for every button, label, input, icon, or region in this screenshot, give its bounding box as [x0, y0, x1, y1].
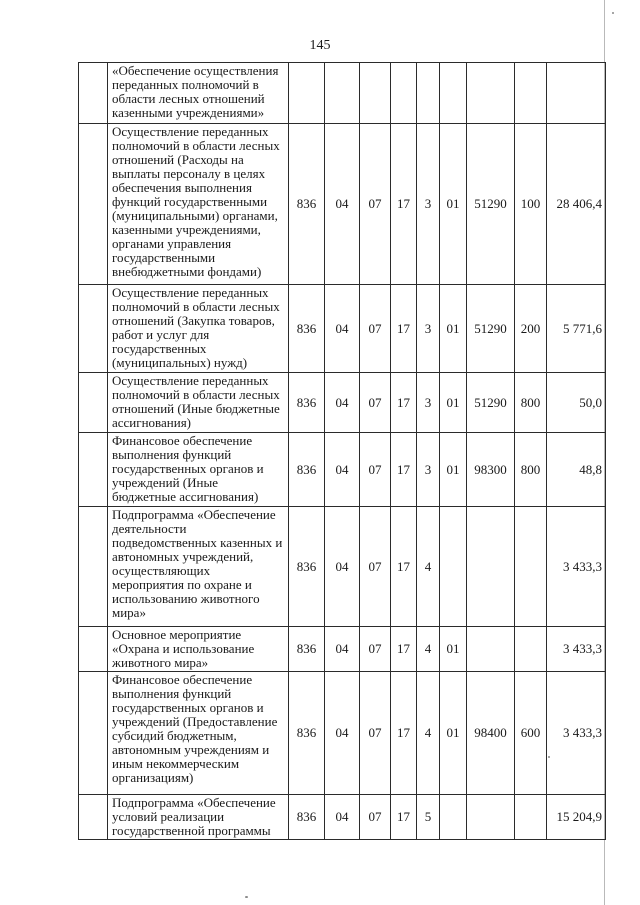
subprogram-cell: 3 — [417, 433, 440, 507]
program-cell — [391, 63, 417, 124]
event-cell — [440, 63, 467, 124]
event-cell: 01 — [440, 124, 467, 285]
amount-cell: 3 433,3 — [547, 627, 606, 672]
direction-cell — [467, 63, 515, 124]
name-cell: Подпрограмма «Обеспечение условий реализации государственной программы — [108, 795, 289, 840]
direction-cell: 51290 — [467, 285, 515, 373]
event-cell — [440, 507, 467, 627]
table-row — [79, 124, 606, 285]
expense-type-cell: 800 — [515, 433, 547, 507]
expense-type-cell: 600 — [515, 672, 547, 795]
program-cell: 17 — [391, 627, 417, 672]
grbs-cell: 836 — [289, 795, 325, 840]
name-cell: Осуществление переданных полномочий в области лесных отношений (Расходы на выплаты персоналу в целях обеспечения выполнения функций государственными (муниципальными) органами, казенными учреждениями, органами управления государственными внебюджетными фондами) — [108, 124, 289, 285]
amount-cell: 28 406,4 — [547, 124, 606, 285]
razdel-cell: 04 — [325, 795, 360, 840]
podrazdel-cell: 07 — [360, 285, 391, 373]
table-row — [79, 433, 606, 507]
razdel-cell: 04 — [325, 507, 360, 627]
razdel-cell: 04 — [325, 627, 360, 672]
table-row — [79, 672, 606, 795]
podrazdel-cell: 07 — [360, 124, 391, 285]
page-number: 145 — [309, 38, 331, 53]
subprogram-cell: 4 — [417, 507, 440, 627]
event-cell: 01 — [440, 373, 467, 433]
name-cell: Подпрограмма «Обеспечение деятельности подведомственных казенных и автономных учреждений, осуществляющих мероприятия по охране и использованию животного мира» — [108, 507, 289, 627]
row-number-cell — [79, 507, 108, 627]
amount-cell — [547, 63, 606, 124]
razdel-cell: 04 — [325, 373, 360, 433]
row-number-cell — [79, 795, 108, 840]
grbs-cell — [289, 63, 325, 124]
grbs-cell: 836 — [289, 373, 325, 433]
row-number-cell — [79, 433, 108, 507]
direction-cell: 51290 — [467, 124, 515, 285]
row-number-cell — [79, 627, 108, 672]
grbs-cell: 836 — [289, 627, 325, 672]
direction-cell: 98400 — [467, 672, 515, 795]
scan-dot — [245, 896, 248, 898]
subprogram-cell: 3 — [417, 285, 440, 373]
event-cell: 01 — [440, 433, 467, 507]
program-cell: 17 — [391, 433, 417, 507]
subprogram-cell: 3 — [417, 373, 440, 433]
podrazdel-cell: 07 — [360, 627, 391, 672]
event-cell: 01 — [440, 285, 467, 373]
grbs-cell: 836 — [289, 124, 325, 285]
grbs-cell: 836 — [289, 433, 325, 507]
amount-cell: 3 433,3 — [547, 507, 606, 627]
direction-cell: 98300 — [467, 433, 515, 507]
budget-table — [78, 62, 606, 840]
razdel-cell — [325, 63, 360, 124]
subprogram-cell: 4 — [417, 672, 440, 795]
grbs-cell: 836 — [289, 672, 325, 795]
name-cell: Финансовое обеспечение выполнения функций государственных органов и учреждений (Иные бюджетные ассигнования) — [108, 433, 289, 507]
podrazdel-cell: 07 — [360, 373, 391, 433]
expense-type-cell — [515, 507, 547, 627]
event-cell — [440, 795, 467, 840]
amount-cell: 50,0 — [547, 373, 606, 433]
program-cell: 17 — [391, 672, 417, 795]
row-number-cell — [79, 373, 108, 433]
row-number-cell — [79, 285, 108, 373]
direction-cell — [467, 795, 515, 840]
program-cell: 17 — [391, 124, 417, 285]
row-number-cell — [79, 63, 108, 124]
table-row — [79, 795, 606, 840]
razdel-cell: 04 — [325, 285, 360, 373]
name-cell: Основное мероприятие «Охрана и использование животного мира» — [108, 627, 289, 672]
subprogram-cell: 4 — [417, 627, 440, 672]
row-number-cell — [79, 124, 108, 285]
grbs-cell: 836 — [289, 507, 325, 627]
subprogram-cell: 3 — [417, 124, 440, 285]
podrazdel-cell: 07 — [360, 507, 391, 627]
expense-type-cell — [515, 795, 547, 840]
event-cell: 01 — [440, 627, 467, 672]
expense-type-cell — [515, 63, 547, 124]
grbs-cell: 836 — [289, 285, 325, 373]
program-cell: 17 — [391, 373, 417, 433]
podrazdel-cell — [360, 63, 391, 124]
amount-cell: 3 433,3 — [547, 672, 606, 795]
expense-type-cell — [515, 627, 547, 672]
table-row — [79, 285, 606, 373]
subprogram-cell — [417, 63, 440, 124]
expense-type-cell: 200 — [515, 285, 547, 373]
podrazdel-cell: 07 — [360, 433, 391, 507]
razdel-cell: 04 — [325, 433, 360, 507]
expense-type-cell: 100 — [515, 124, 547, 285]
table-row — [79, 507, 606, 627]
amount-cell: 15 204,9 — [547, 795, 606, 840]
event-cell: 01 — [440, 672, 467, 795]
razdel-cell: 04 — [325, 672, 360, 795]
podrazdel-cell: 07 — [360, 795, 391, 840]
name-cell: Осуществление переданных полномочий в области лесных отношений (Иные бюджетные ассигнования) — [108, 373, 289, 433]
razdel-cell: 04 — [325, 124, 360, 285]
name-cell: Финансовое обеспечение выполнения функций государственных органов и учреждений (Предоставление субсидий бюджетным, автономным учреждениям и иным некоммерческим организациям) — [108, 672, 289, 795]
podrazdel-cell: 07 — [360, 672, 391, 795]
row-number-cell — [79, 672, 108, 795]
direction-cell: 51290 — [467, 373, 515, 433]
amount-cell: 48,8 — [547, 433, 606, 507]
direction-cell — [467, 507, 515, 627]
scan-dot — [612, 12, 614, 14]
name-cell: Осуществление переданных полномочий в области лесных отношений (Закупка товаров, работ и услуг для государственных (муниципальных) нужд) — [108, 285, 289, 373]
amount-cell: 5 771,6 — [547, 285, 606, 373]
subprogram-cell: 5 — [417, 795, 440, 840]
table-row — [79, 627, 606, 672]
program-cell: 17 — [391, 507, 417, 627]
table-row — [79, 373, 606, 433]
name-cell: «Обеспечение осуществления переданных полномочий в области лесных отношений казенными учреждениями» — [108, 63, 289, 124]
program-cell: 17 — [391, 795, 417, 840]
table-body — [79, 63, 606, 840]
scan-dot — [548, 756, 550, 758]
direction-cell — [467, 627, 515, 672]
program-cell: 17 — [391, 285, 417, 373]
table-row — [79, 63, 606, 124]
expense-type-cell: 800 — [515, 373, 547, 433]
